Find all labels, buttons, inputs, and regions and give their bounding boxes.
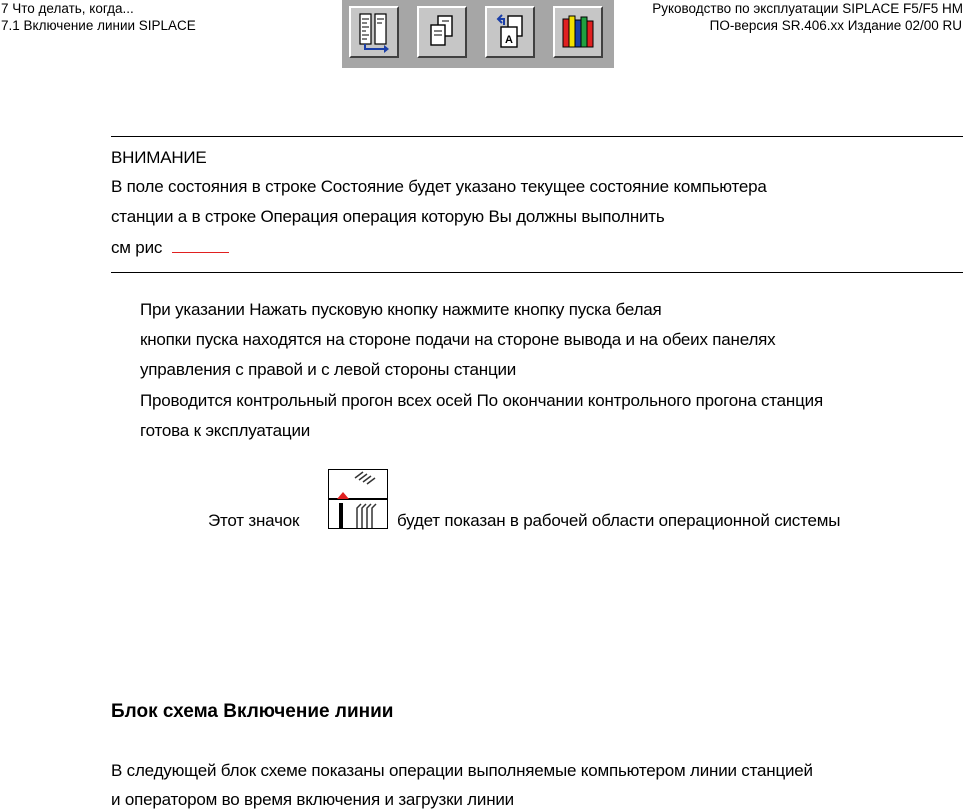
section-title: 7.1 Включение линии SIPLACE	[1, 18, 196, 33]
instruction-line-3: управления с правой и с левой стороны станции	[140, 360, 517, 379]
figure-link[interactable]	[172, 238, 229, 253]
library-button[interactable]	[553, 6, 603, 58]
attention-bottom-rule	[111, 272, 963, 273]
instruction-line-1: При указании Нажать пусковую кнопку нажмите кнопку пуска белая	[140, 300, 662, 319]
manual-title: Руководство по эксплуатации SIPLACE F5/F5 HM	[652, 1, 963, 16]
contents-button[interactable]	[349, 6, 399, 58]
navigation-toolbar	[342, 0, 614, 68]
attention-top-rule	[111, 136, 963, 137]
instruction-line-4: Проводится контрольный прогон всех осей По окончании контрольного прогона станция	[140, 391, 823, 410]
icon-note-after: будет показан в рабочей области операционной системы	[397, 511, 841, 530]
flowchart-heading: Блок схема Включение линии	[111, 701, 394, 722]
chapter-title: 7 Что делать, когда...	[1, 1, 134, 16]
icon-note-before: Этот значок	[208, 511, 300, 530]
flowchart-line-2: и оператором во время включения и загрузки линии	[111, 790, 514, 809]
attention-line-3	[111, 237, 229, 259]
library-icon	[558, 11, 598, 53]
attention-title: ВНИМАНИЕ	[111, 148, 207, 167]
figure-ref-text: см рис	[111, 238, 163, 257]
contents-icon	[354, 11, 394, 53]
pages-button[interactable]	[417, 6, 467, 58]
flowchart-line-1: В следующей блок схеме показаны операции выполняемые компьютером линии станцией	[111, 761, 813, 780]
pages-icon	[422, 11, 462, 53]
station-status-icon	[328, 469, 388, 529]
svg-text:A: A	[505, 34, 513, 46]
instruction-line-2: кнопки пуска находятся на стороне подачи на стороне вывода и на обеих панелях	[140, 330, 776, 349]
attention-line-1: В поле состояния в строке Состояние будет указано текущее состояние компьютера	[111, 177, 767, 196]
back-icon	[490, 11, 530, 53]
back-button[interactable]	[485, 6, 535, 58]
attention-line-2: станции а в строке Операция операция которую Вы должны выполнить	[111, 207, 665, 226]
version-info: ПО-версия SR.406.xx Издание 02/00 RU	[709, 18, 962, 33]
instruction-line-5: готова к эксплуатации	[140, 421, 311, 440]
